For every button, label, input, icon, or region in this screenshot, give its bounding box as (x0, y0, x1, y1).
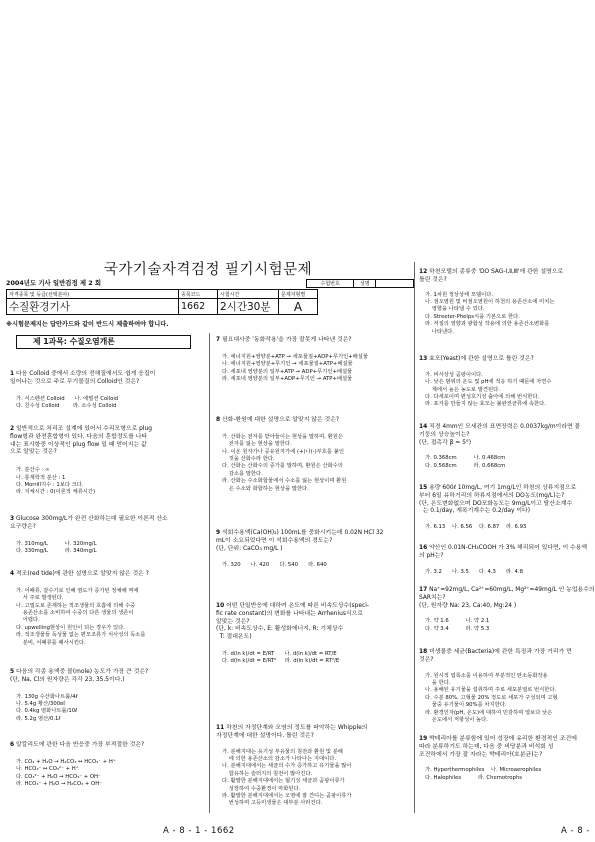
question-text: 8 산화-환원에 대한 설명으로 알맞지 않은 것은? (216, 417, 340, 423)
question-17 (419, 587, 595, 633)
question-options: 가. 산화는 전자를 받아들이는 현상을 말하며, 환원은 전자를 잃는 현상을 말한다. 나. 이온 원자가나 공유원자가에 (+)나(-)부호를 붙인 것을 산화수라 한다. 다. 산화는 산화수의 증가를 말하며, 환원은 산화수의 감소를 말한다. 라. 산화는 수소화합물에서 수소를 잃는 현상이며 환원 은 수소와 화합하는 현상을 말한다. (222, 433, 347, 492)
page-footer-right: A - 8 - (561, 826, 590, 836)
question-text: 11 하천의 자정단계와 오염의 정도를 파악하는 Whipple의 자정단계에 대한 설명이다. 틀린 것은? (216, 725, 368, 739)
question-12 (419, 269, 595, 336)
question-options: 가. 에너지원+영양분+ATP → 세포물질+ADP+무기인+배설물 나. 에너지원+영양분+무기인 → 세포물질+ATP+배설물 다. 세포내 영양분의 일부+ATP → ADP+무기인+배설물 라. 세포내 영양분의 일부+ADP+무기인 → ATP+배설물 (222, 353, 369, 383)
code-value: 1662 (179, 299, 218, 315)
question-text: 12 하천모델의 종류중 'DO SAG-Ⅰ,Ⅱ,Ⅲ'에 관한 설명으로 틀린 것은? (419, 269, 564, 283)
question-options: 가. 320 나. 420 다. 540 라. 640 (222, 562, 327, 569)
question-text: 9 석회수용액(Ca(OH)₂) 100mL를 중화시키는데 0.02N HCl 32 mL이 소요되었다면 이 석회수용액의 경도는? (단, 단위: CaCO₃ mg/L ) (216, 530, 384, 552)
question-options: 가. 서스펜션 Colloid 나. 에멀션 Colloid 다. 친수성 Colloid 라. 소수성 Colloid (16, 395, 119, 409)
question-options: 가. d(ln k)/dt = E/RT 나. d(ln k)/dt = RT/E 다. d(ln k)/dt = E/RT² 라. d(ln k)/dt = RT²/E (222, 650, 340, 665)
blank-cell (318, 290, 415, 315)
question-16 (419, 545, 595, 576)
question-options: 가. 원시적 엽록소를 이용하여 부분적인 탄소동화작용 을 한다. 나. 용해된 유기물을 섭취하며 주로 세포분열로 번식한다. 다. 수분 80%, 고형물 20% 정도로 세포가 구성되며 고형 물중 유기물이 90%를 차지한다. 라. 환경인자(pH, 온도)에 대하여 민감하며 열보다 낮은 온도에서 저항성이 높다. (425, 672, 558, 724)
question-text: 16 약산인 0.01N-CH₃COOH 가 3% 해리되어 있다면, 이 수용액 의 pH는? (419, 545, 588, 559)
question-text: 14 직경 4mm인 모세관의 표면장력은 0.0037kg/m이라면 물 기둥의 상승높이는? (단, 접촉각 β = 5°) (419, 424, 581, 446)
question-options: 가. 약 1.6 나. 약 2.1 다. 약 3.4 라. 약 5.3 (425, 618, 490, 632)
question-text: 13 효모(Yeast)에 관한 설명으로 틀린 것은? (419, 356, 534, 362)
question-text: 7 필요대사중 '동화작용'을 가장 잘못게 나타낸 것은? (216, 337, 352, 343)
question-2 (10, 426, 206, 497)
question-7 (216, 337, 412, 383)
question-10 (216, 603, 412, 666)
question-options: 가. 1차원 정상상태 모델이다. 나. 점오염원 및 비점오염원이 하천의 용존산소에 미치는 영향을 나타낼 수 있다. 다. Streeter-Phelps식을 기본으로 한다. 라. 저질의 영향과 광합성 작용에 의한 용존산소변화를 나타낸다. (425, 291, 555, 335)
question-5 (10, 669, 206, 723)
question-8 (216, 417, 412, 493)
type-value: A (279, 299, 318, 315)
time-value: 2시간30분 (218, 299, 279, 315)
question-14 (419, 424, 595, 470)
name-label: 성명 (354, 280, 376, 288)
question-options: 가. 130g 수산화나트륨/4ℓ 나. 5.4g 황산/300㎖ 다. 0.4kg 염화나트륨/10ℓ 라. 5.2g 염산/0.1ℓ (16, 693, 78, 722)
question-options: 가. 6.13 나. 6.56 다. 6.87 라. 6.93 (425, 524, 527, 531)
question-3 (10, 516, 206, 555)
question-options: 가. Hyperthermophiles 나. Microaerophiles 다. Halophiles 라. Chemotrophs (425, 767, 542, 781)
question-15 (419, 485, 595, 532)
question-text: 17 Na⁺=92mg/L, Ca²⁺=60mg/L, Mg²⁺=49mg/L 인 농업용수의 SAR치는? (단, 원자량 Na: 23, Ca:40, Mg:24 ) (419, 587, 595, 609)
code-label: 종목코드 (179, 290, 218, 299)
type-label: 문제지형별 (279, 290, 318, 299)
question-1 (10, 371, 206, 410)
question-text: 2 일반적으로 처리조 설계에 있어서 수리모형으로 plug flow형과 완전혼합형이 있다. 다음의 혼합정도를 나타 내는 표시항중 이상적인 plug flow 일 때 얻어지는 값 으로 알맞는 것은? (10, 426, 153, 456)
name-field[interactable] (376, 280, 414, 288)
question-text: 5 다음의 각종 용액중 몰(mole) 농도가 가장 큰 것은? (단, Na, Cl의 원자량은 각각 23, 35.5이다.) (10, 669, 149, 683)
question-19 (419, 736, 595, 782)
question-13 (419, 356, 595, 409)
column-divider (414, 262, 415, 813)
question-options: 가. 어패류, 갈수기로 인해 염도가 증가된 정체해 역에 서 주로 발생된다. 나. 고밀도로 존재하는 적조생물의 호흡에 의해 수중 용존산소를 소비하여 수중의 다른 생물의 생존이 어렵다. 다. upwelling현상이 원인이 되는 경우가 있다. 라. 적조생물들 독성물 없는 편모조류가 치사성의 독소를 분비, 어패류를 폐사시킨다. (16, 587, 146, 646)
question-options: 가. 3.2 나. 3.5 다. 4.3 라. 4.8 (425, 568, 523, 575)
candidate-box (306, 279, 414, 288)
question-text: 10 어떤 단일반응에 대하여 온도에 따른 비속도상수(speci- fic rate constant)의 변화를 나타내는 Arrhenius식으로 알맞는 것은? (단, k: 비속도상수, E: 활성화에너지, R: 기체상수 T: 절대온도) (216, 603, 369, 641)
exam-title: 국가기술자격검정 필기시험문제 (103, 262, 313, 278)
section-title: 제 1과목: 수질오염개론 (33, 337, 115, 346)
field-value: 수질환경기사 (7, 299, 179, 315)
question-6 (10, 742, 206, 788)
question-options: 가. 310mg/L 나. 320mg/L 다. 330mg/L 라. 340mg/L (16, 540, 97, 554)
time-label: 시험시간 (218, 290, 279, 299)
question-text: 6 알칼리도에 관한 다음 반응중 가장 부적절한 것은? (10, 742, 145, 748)
question-4 (10, 571, 206, 647)
question-options: 가. CO₂ + H₂O → H₂CO₃ ↔ HCO₃⁻ + H⁺ 나. HCO₃⁻ ↔ CO₃²⁻ + H⁺ 다. CO₃²⁻ + H₂O → HCO₃⁻ + OH⁻ 라. HCO₃⁻ + H₂O → H₂CO₃ + OH⁻ (16, 758, 116, 788)
field-label: 자격종목 및 등급(선택분야) (7, 290, 179, 299)
page-footer: A - 8 - 1 - 1662 (163, 826, 235, 836)
question-options: 가. 0.368cm 나. 0.468cm 다. 0.568cm 라. 0.668cm (425, 455, 506, 469)
section-title-box (16, 335, 191, 349)
question-text: 19 박테리아를 분류함에 있어 성장에 유리한 환경적인 조건에 따라 분류하기도 하는데, 다음 중 비당분과 비석회 성 조건하에서 가장 잘 자라는 박테리아(호분균)는? (419, 736, 577, 758)
column-divider (209, 333, 210, 813)
exam-number-label: 수험번호 (307, 280, 354, 288)
notice-text: ※시험문제지는 답안카드와 같이 반드시 제출하여야 합니다. (6, 321, 169, 328)
question-text: 18 미생물중 세균(Bacteria)에 관한 특징과 가장 거리가 먼 것은? (419, 649, 572, 663)
question-text: 1 다음 Colloid 중에서 소량의 전해질에서도 쉽게 응집이 일어나는 것으로 주로 무기물질의 Colloid인 것은? (10, 371, 156, 385)
question-text: 15 용량 600ℓ 10mg/L, 여기 1mg/L인 하천의 상류지점으로 부터 6일 유하거리의 하류지점에서의 DO농도(mg/L)는? (단, 온도변화없으며 DO포화농도는 9mg/L이고 탈산소계수 는 0.1/day, 재폭기계수는 0.2/day 이다) (419, 485, 577, 515)
question-text: 3 Glucose 300mg/L가 완전 산화하는데 필요한 이론적 산소 요구량은? (10, 516, 168, 530)
question-options: 가. 비사상성 곰팡이이다. 나. 낮은 범위의 온도 및 pH에 적응 하기 때문에 자연수 계에서 높은 농도로 발견된다. 다. 다세포이며 편성호기성 출아에 의해 번식한다. 라. 포자를 만들지 않는 효모는 불완전균류에 속한다. (425, 371, 552, 408)
question-options: 가. 분해지대는 유기성 부유물의 침전과 환원 및 분해 에 의한 용존산소의 감소가 나타나는 지대이다. 나. 분해지대에서는 세균의 수가 증가하고 유기물을 많이 함유하는 슬러지의 침전이 많아진다. 다. 활발한 분해지대에서는 혐기성 세균과 곰팡이류가 성장하여 수중환경이 악화된다. 라. 활발한 분해지대에서는 오염에 잘 견디는 곰팡이류가 번성하며 고등미생물은 대부분 사라진다. (222, 748, 352, 807)
question-options: 가. 분산수 : ∞ 나. 통계학적 분산 : 1 다. Morrill지수 : 1보다 크다. 라. 지체시간 : 0(이론적 체류시간) (16, 467, 96, 496)
exam-subtitle: 2004년도 기사 일반검정 제 2 회 (6, 279, 102, 287)
question-18 (419, 649, 595, 724)
exam-info-table (6, 289, 414, 315)
question-9 (216, 530, 412, 570)
question-11 (216, 725, 412, 808)
question-text: 4 적조(red tide)에 관한 설명으로 알맞지 않은 것은 ? (10, 571, 149, 577)
